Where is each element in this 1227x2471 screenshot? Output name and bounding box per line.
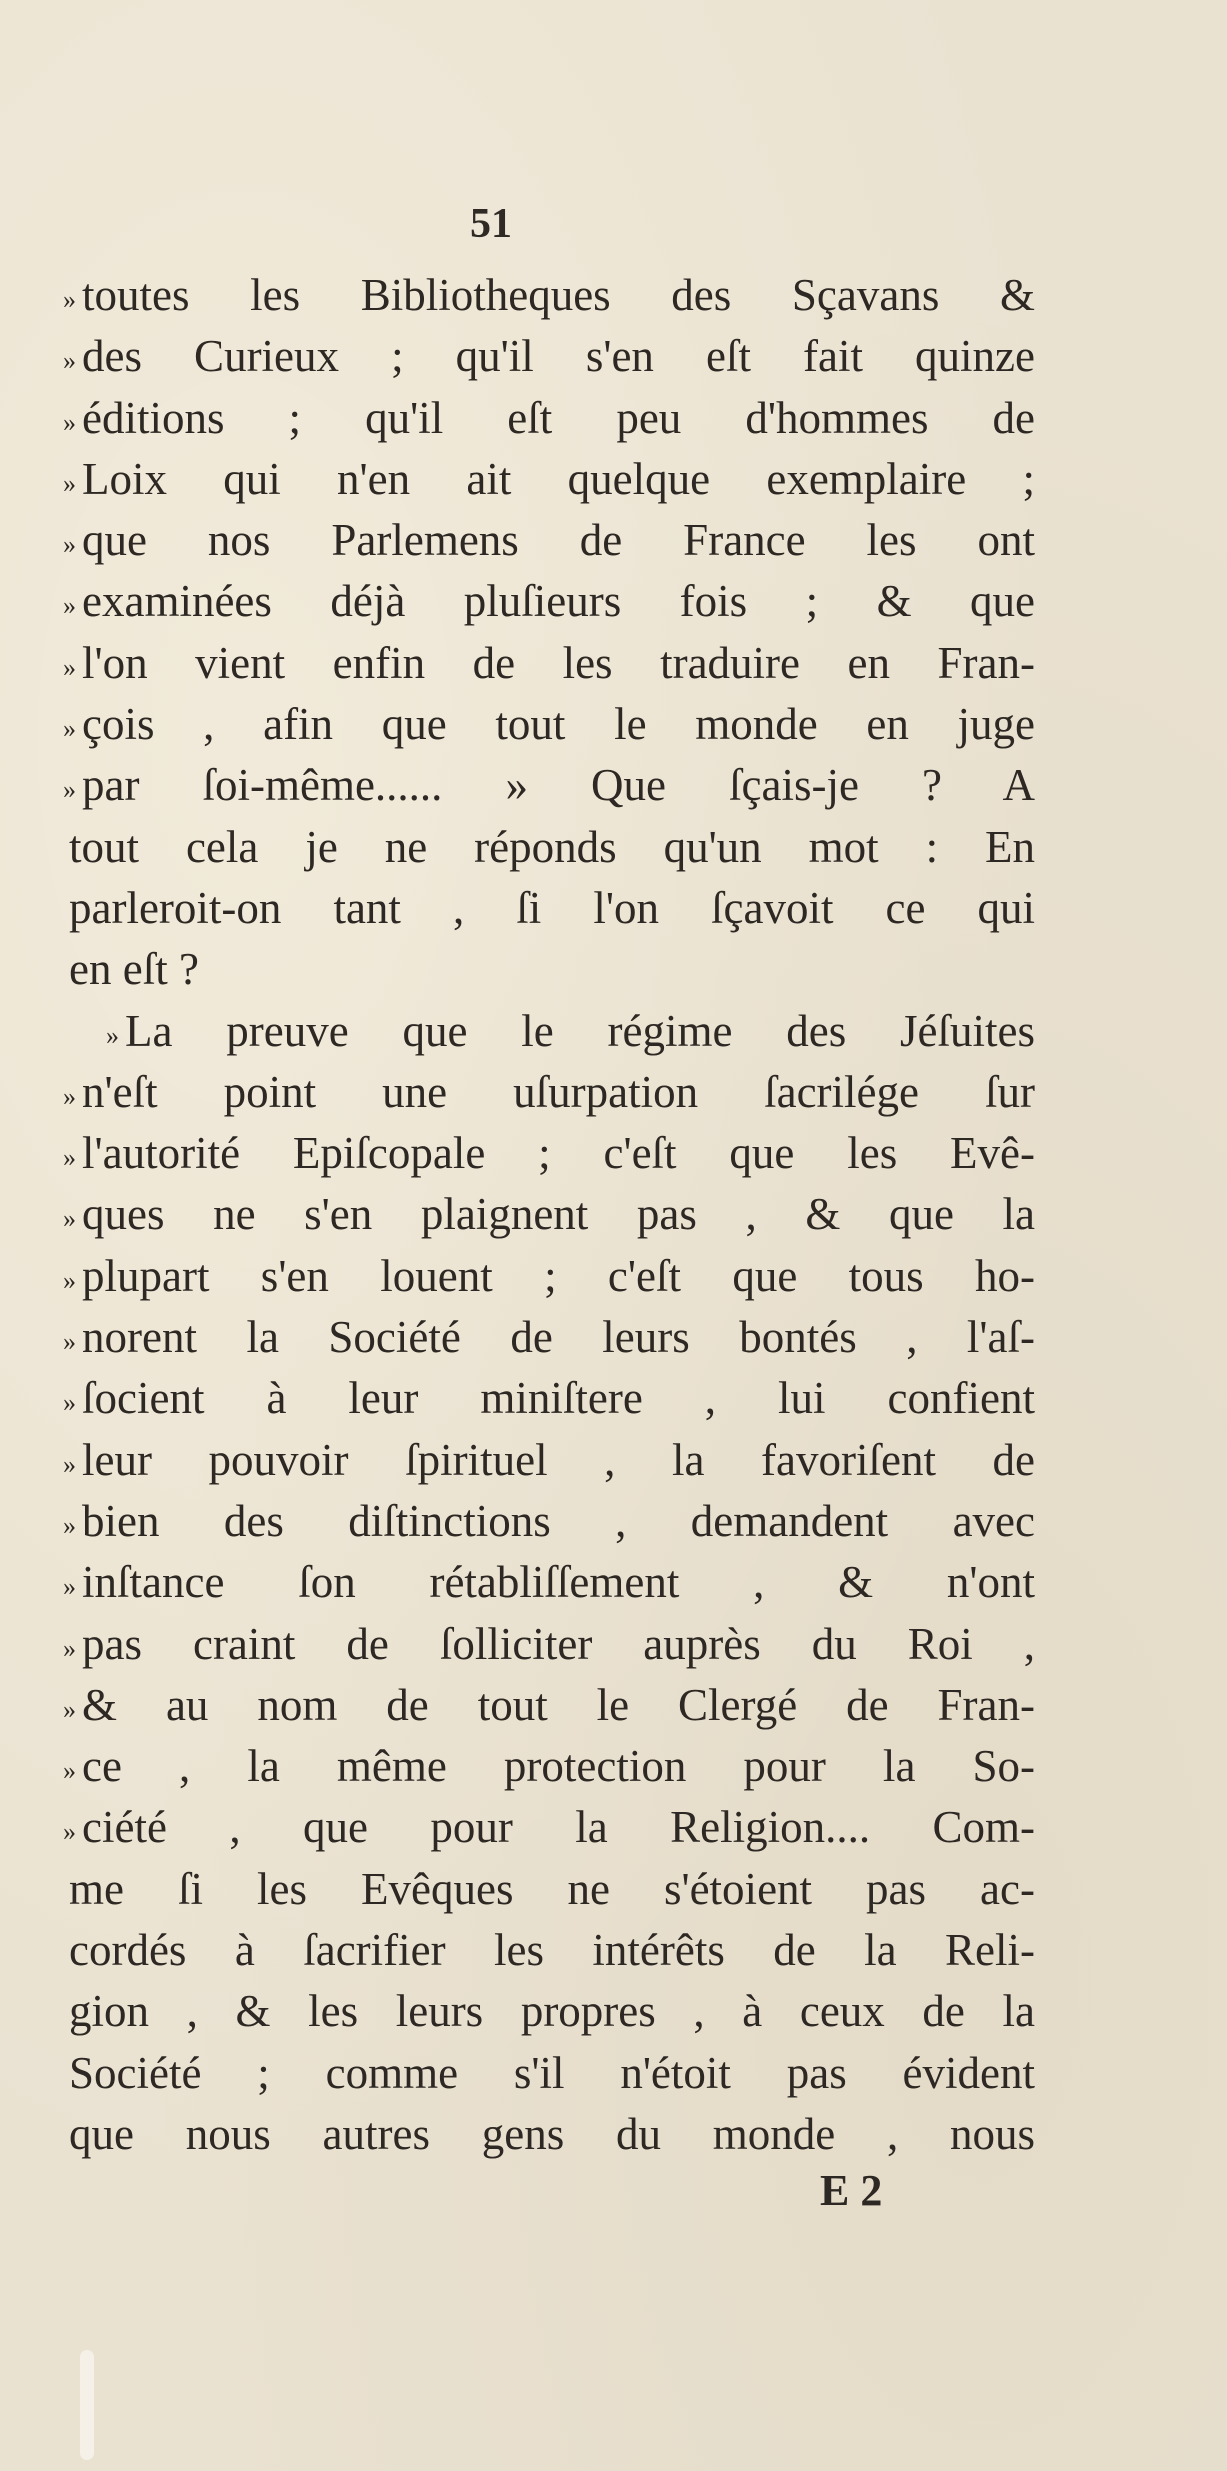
text-line — [63, 2104, 1035, 2165]
quote-mark: » — [63, 1449, 76, 1479]
line-text: que nous autres gens du monde , nous — [69, 2108, 1035, 2159]
quote-mark: » — [63, 775, 76, 805]
quote-mark: » — [63, 407, 76, 437]
text-line — [63, 2043, 1035, 2104]
text-line — [63, 694, 1035, 755]
line-text: en eſt ? — [69, 944, 199, 995]
quote-mark: » — [63, 1327, 76, 1357]
text-line — [63, 755, 1035, 816]
quote-mark: » — [63, 1633, 76, 1663]
line-text: me ſi les Evêques ne s'étoient pas ac- — [69, 1863, 1035, 1914]
quote-mark: » — [63, 652, 76, 682]
text-line — [63, 878, 1035, 939]
quote-mark: » — [63, 1756, 76, 1786]
text-line — [63, 571, 1035, 632]
quote-mark: » — [63, 591, 76, 621]
quote-mark: » — [63, 1388, 76, 1418]
quote-mark: » — [63, 1143, 76, 1173]
line-text: toutes les Bibliotheques des Sçavans & — [82, 270, 1035, 320]
quote-mark: » — [63, 530, 76, 560]
text-line — [63, 1001, 1035, 1062]
text-line — [63, 1368, 1035, 1429]
line-text: pas craint de ſolliciter auprès du Roi , — [82, 1618, 1035, 1669]
line-text: examinées déjà pluſieurs fois ; & que — [82, 576, 1035, 627]
text-line — [63, 1859, 1035, 1920]
paper-stain — [80, 2350, 94, 2460]
line-text: plupart s'en louent ; c'eſt que tous ho- — [82, 1250, 1035, 1301]
line-text: Loix qui n'en ait quelque exemplaire ; — [82, 453, 1035, 504]
quote-mark: » — [63, 285, 76, 314]
line-text: éditions ; qu'il eſt peu d'hommes de — [82, 392, 1035, 443]
text-line — [63, 1184, 1035, 1245]
line-text: çois , afin que tout le monde en juge — [82, 699, 1035, 750]
line-text: par ſoi-même...... » Que ſçais-je ? A — [82, 760, 1035, 811]
text-line — [63, 1552, 1035, 1613]
text-line — [63, 265, 1035, 326]
text-line — [63, 1062, 1035, 1123]
line-text: inſtance ſon rétabliſſement , & n'ont — [82, 1557, 1035, 1608]
text-line — [63, 817, 1035, 878]
text-line — [63, 510, 1035, 571]
quote-mark: » — [63, 1265, 76, 1295]
quote-mark: » — [106, 1020, 119, 1050]
quote-mark: » — [63, 468, 76, 498]
text-line — [63, 1430, 1035, 1491]
text-line — [63, 1675, 1035, 1736]
quote-mark: » — [63, 1572, 76, 1602]
quote-mark: » — [63, 714, 76, 744]
line-text: leur pouvoir ſpirituel , la favoriſent de — [82, 1434, 1035, 1485]
line-text: ciété , que pour la Religion.... Com- — [82, 1802, 1035, 1853]
quote-mark: » — [63, 1081, 76, 1111]
line-text: parleroit-on tant , ſi l'on ſçavoit ce qui — [69, 882, 1035, 933]
text-line — [63, 388, 1035, 449]
text-line — [63, 1246, 1035, 1307]
quote-mark: » — [63, 1817, 76, 1847]
catchword: E 2 — [820, 2166, 883, 2215]
text-line — [63, 1123, 1035, 1184]
line-text: cordés à ſacrifier les intérêts de la Reli- — [69, 1925, 1035, 1976]
line-text: n'eſt point une uſurpation ſacrilége ſur — [82, 1066, 1035, 1117]
line-text: La preuve que le régime des Jéſuites — [125, 1005, 1035, 1056]
line-text: ques ne s'en plaignent pas , & que la — [82, 1189, 1035, 1240]
line-text: tout cela je ne réponds qu'un mot : En — [69, 821, 1035, 872]
page-number: 51 — [470, 201, 512, 247]
text-line — [63, 633, 1035, 694]
line-text: Société ; comme s'il n'étoit pas évident — [69, 2047, 1035, 2098]
text-line — [63, 1614, 1035, 1675]
line-text: l'on vient enfin de les traduire en Fran- — [82, 637, 1035, 688]
text-line — [63, 1736, 1035, 1797]
text-line — [63, 1307, 1035, 1368]
line-text: norent la Société de leurs bontés , l'aſ- — [82, 1312, 1035, 1363]
line-text: ce , la même protection pour la So- — [82, 1741, 1035, 1792]
text-line — [63, 1920, 1035, 1981]
text-line — [63, 449, 1035, 510]
line-text: ſocient à leur miniſtere , lui confient — [82, 1373, 1035, 1424]
line-text: des Curieux ; qu'il s'en eſt fait quinze — [82, 331, 1035, 382]
body-text — [63, 265, 1035, 2165]
line-text: l'autorité Epiſcopale ; c'eſt que les Evê- — [82, 1128, 1035, 1179]
line-text: gion , & les leurs propres , à ceux de la — [69, 1986, 1035, 2037]
text-line — [63, 326, 1035, 387]
text-line — [63, 1981, 1035, 2042]
quote-mark: » — [63, 1204, 76, 1234]
line-text: bien des diſtinctions , demandent avec — [82, 1495, 1035, 1546]
line-text: que nos Parlemens de France les ont — [82, 515, 1035, 566]
text-line — [63, 1491, 1035, 1552]
quote-mark: » — [63, 346, 76, 376]
quote-mark: » — [63, 1510, 76, 1540]
text-line — [63, 939, 1035, 1000]
line-text: & au nom de tout le Clergé de Fran- — [82, 1679, 1035, 1730]
text-line — [63, 1797, 1035, 1858]
quote-mark: » — [63, 1694, 76, 1724]
